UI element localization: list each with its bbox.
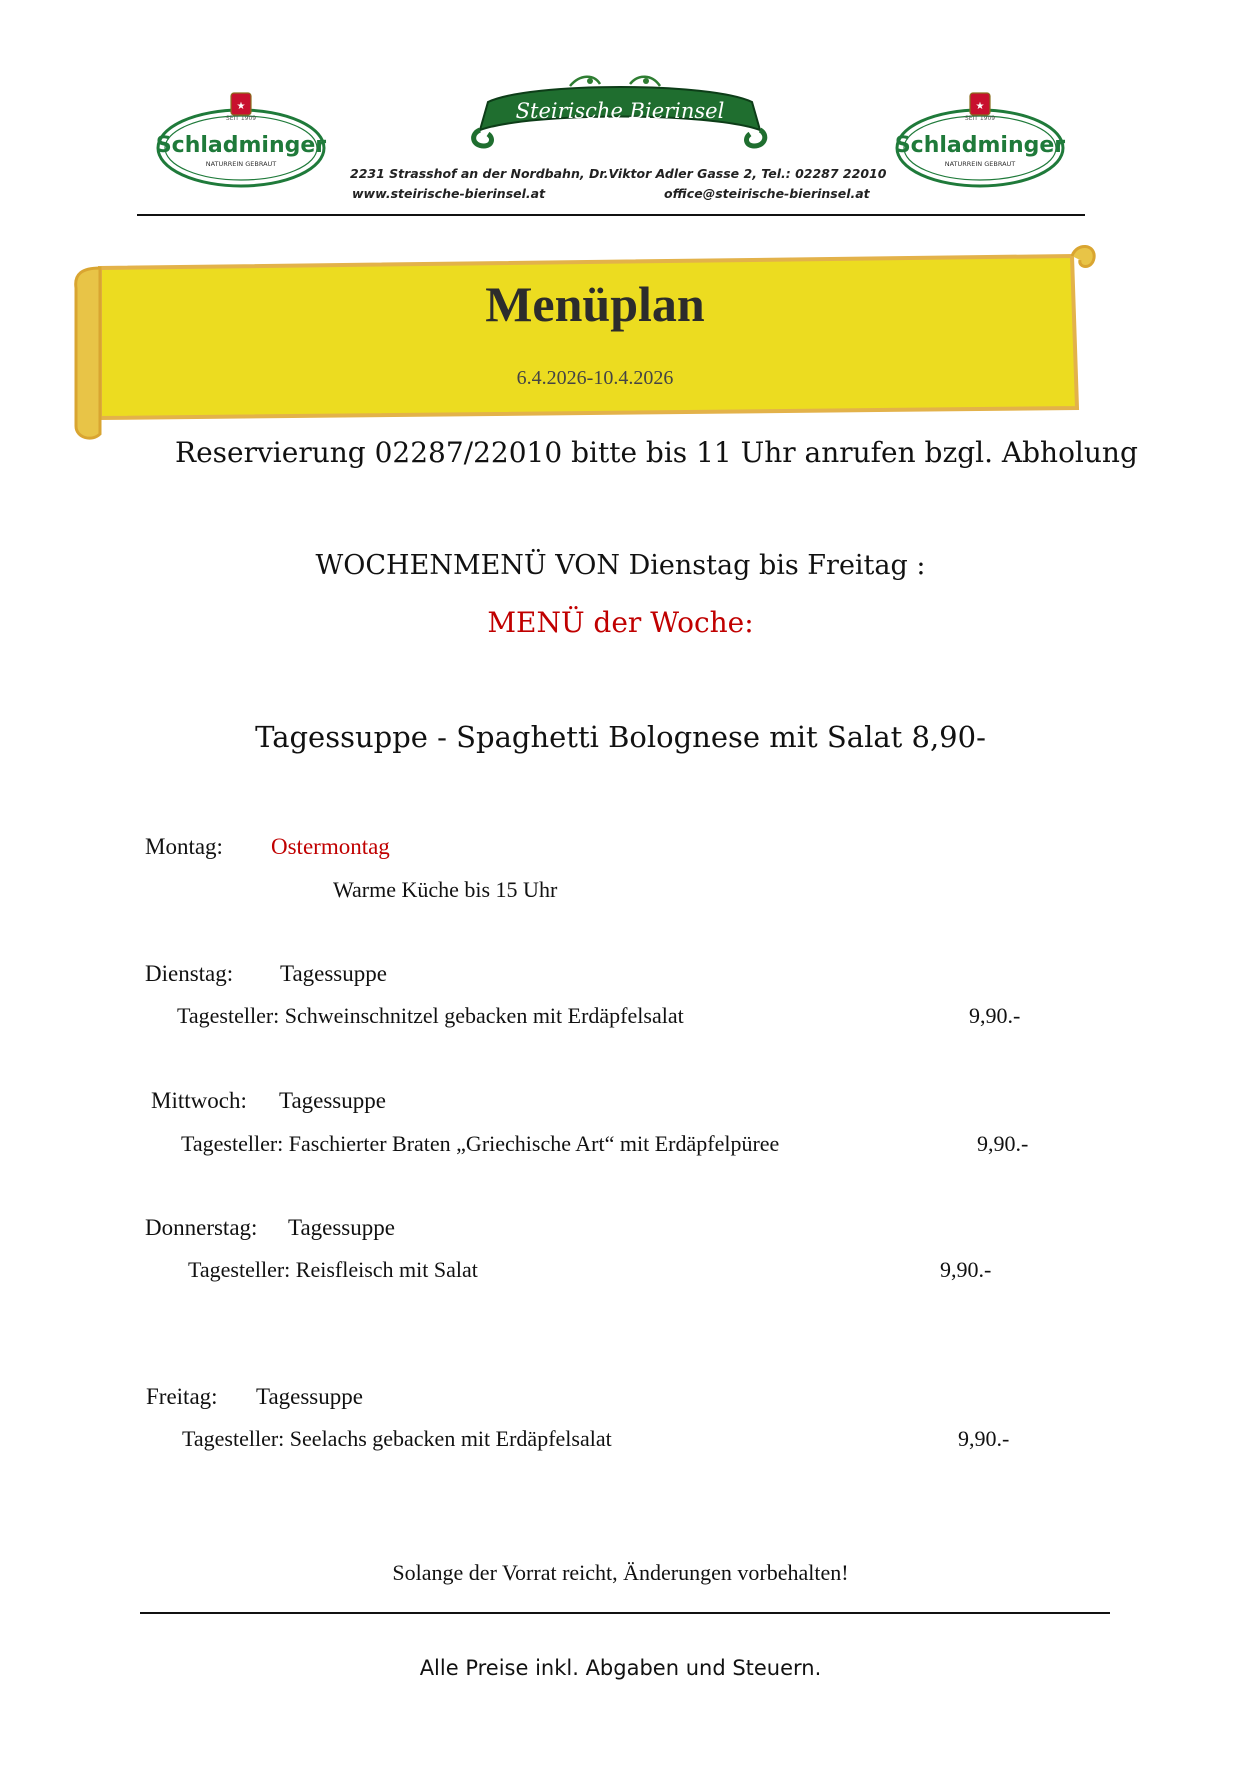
soup-tuesday: Tagessuppe <box>280 961 387 986</box>
menu-banner <box>72 238 1102 446</box>
price-thursday: 9,90.- <box>940 1257 992 1282</box>
website-link[interactable]: www.steirische-bierinsel.at <box>352 186 546 201</box>
svg-text:★: ★ <box>236 101 246 112</box>
holiday-label: Ostermontag <box>271 834 390 859</box>
brand-name: Schladminger <box>155 133 327 158</box>
dish-wednesday: Tagesteller: Faschierter Braten „Griechische Art“ mit Erdäpfelpüree <box>181 1131 780 1156</box>
day-label-wednesday: Mittwoch: <box>151 1088 247 1113</box>
svg-text:★: ★ <box>975 101 985 112</box>
header-divider <box>137 214 1085 216</box>
day-label-friday: Freitag: <box>146 1384 218 1409</box>
address: 2231 Strasshof an der Nordbahn, Dr.Viktor Adler Gasse 2, Tel.: 02287 22010 <box>350 166 887 181</box>
brand-name: Schladminger <box>894 133 1066 158</box>
brand-tagline: NATURREIN GEBRAUT <box>944 160 1016 168</box>
dish-friday: Tagesteller: Seelachs gebacken mit Erdäpfelsalat <box>182 1426 612 1451</box>
email-link[interactable]: office@steirische-bierinsel.at <box>664 186 870 201</box>
price-friday: 9,90.- <box>958 1426 1010 1451</box>
page-title: Menüplan <box>485 276 705 332</box>
brand-since: SEIT 1909 <box>225 115 257 122</box>
kitchen-hours-note: Warme Küche bis 15 Uhr <box>333 877 558 902</box>
footer-note: Alle Preise inkl. Abgaben und Steuern. <box>419 1656 822 1680</box>
dish-tuesday: Tagesteller: Schweinschnitzel gebacken mit Erdäpfelsalat <box>177 1003 684 1028</box>
soup-wednesday: Tagessuppe <box>279 1088 386 1113</box>
footer-divider <box>140 1612 1110 1614</box>
day-label-monday: Montag: <box>145 834 223 859</box>
price-tuesday: 9,90.- <box>969 1003 1021 1028</box>
brand-tagline: NATURREIN GEBRAUT <box>205 160 277 168</box>
dish-thursday: Tagesteller: Reisfleisch mit Salat <box>188 1257 478 1282</box>
price-wednesday: 9,90.- <box>977 1131 1029 1156</box>
restaurant-logo <box>470 72 768 160</box>
schladminger-logo-right <box>894 90 1066 190</box>
availability-notice: Solange der Vorrat reicht, Änderungen vorbehalten! <box>392 1560 849 1585</box>
schladminger-logo-left <box>155 90 327 190</box>
weekly-menu-heading: WOCHENMENÜ VON Dienstag bis Freitag : <box>315 550 926 581</box>
day-label-thursday: Donnerstag: <box>145 1215 258 1240</box>
restaurant-name: Steirische Bierinsel <box>515 99 725 123</box>
soup-friday: Tagessuppe <box>256 1384 363 1409</box>
day-label-tuesday: Dienstag: <box>145 961 234 986</box>
weekly-special: Tagessuppe - Spaghetti Bolognese mit Salat 8,90- <box>255 720 986 754</box>
soup-thursday: Tagessuppe <box>288 1215 395 1240</box>
brand-since: SEIT 1909 <box>964 115 996 122</box>
reservation-info: Reservierung 02287/22010 bitte bis 11 Uhr anrufen bzgl. Abholung <box>175 436 1138 469</box>
menu-of-the-week-heading: MENÜ der Woche: <box>487 606 754 639</box>
date-range: 6.4.2026-10.4.2026 <box>516 367 674 389</box>
